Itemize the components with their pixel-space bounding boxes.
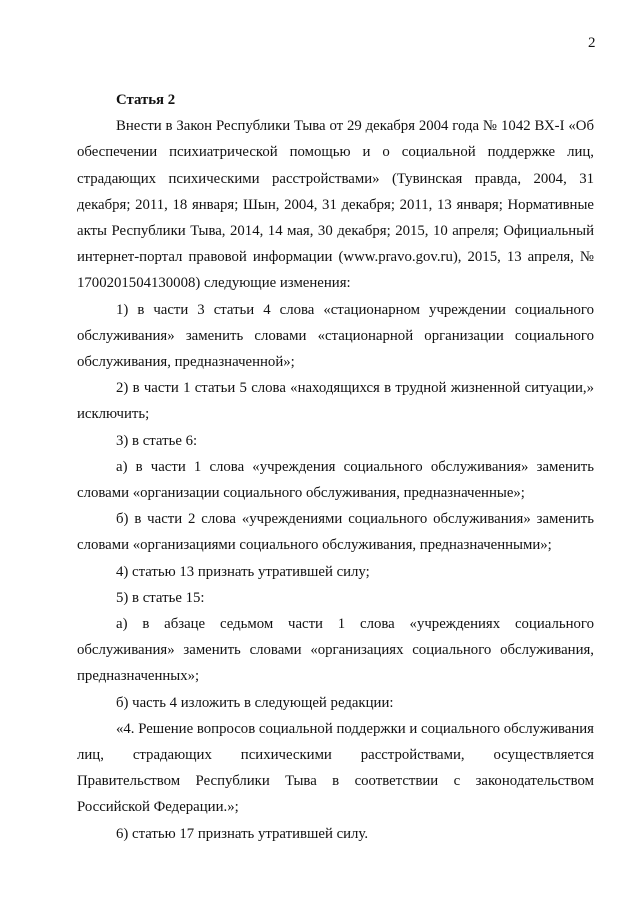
paragraph-amend-intro: Внести в Закон Республики Тыва от 29 декабря 2004 года № 1042 ВХ-I «Об обеспечении психиатрической помощью и о социальной поддержке лиц, страдающих психическими расстройствами» (Тувинская правда, 2004, 31 декабря; 2011, 18 января; Шын, 2004, 31 декабря; 2011, 13 января; Нормативные акты Республики Тыва, 2014, 14 мая, 30 декабря; 2015, 10 апреля; Официальный интернет-портал правовой информации (www.pravo.gov.ru), 2015, 13 апреля, № 1700201504130008) следующие изменения: — [77, 118, 594, 292]
paragraph-item-1: 1) в части 3 статьи 4 слова «стационарном учреждении социального обслуживания» заменить словами «стационарной организации социального обслуживания, предназначенной»; — [77, 301, 594, 371]
paragraph-item-5: 5) в статье 15: — [116, 589, 205, 606]
paragraph-item-5a: а) в абзаце седьмом части 1 слова «учреждениях социального обслуживания» заменить словами «организациях социального обслуживания, предназначенных»; — [77, 616, 594, 685]
paragraph-item-3: 3) в статье 6: — [116, 432, 198, 449]
paragraph-item-3b: б) в части 2 слова «учреждениями социального обслуживания» заменить словами «организациями социального обслуживания, предназначенными»; — [77, 511, 594, 554]
article-body — [77, 87, 594, 847]
paragraph-quoted-part-4: «4. Решение вопросов социальной поддержки и социального обслуживания лиц, страдающих психическими расстройствами, осуществляется Правительством Республики Тыва в соответствии с законодательством Российской Федерации.»; — [77, 720, 594, 816]
paragraph-item-3a: а) в части 1 слова «учреждения социального обслуживания» заменить словами «организации социального обслуживания, предназначенные»; — [77, 458, 594, 502]
paragraph-item-2: 2) в части 1 статьи 5 слова «находящихся в трудной жизненной ситуации,» исключить; — [77, 380, 594, 423]
page-number: 2 — [588, 35, 596, 51]
paragraph-item-4: 4) статью 13 признать утратившей силу; — [116, 563, 370, 580]
paragraph-item-5b: б) часть 4 изложить в следующей редакции: — [116, 694, 394, 711]
paragraph-item-6: 6) статью 17 признать утратившей силу. — [116, 825, 369, 842]
article-heading: Статья 2 — [116, 92, 176, 108]
